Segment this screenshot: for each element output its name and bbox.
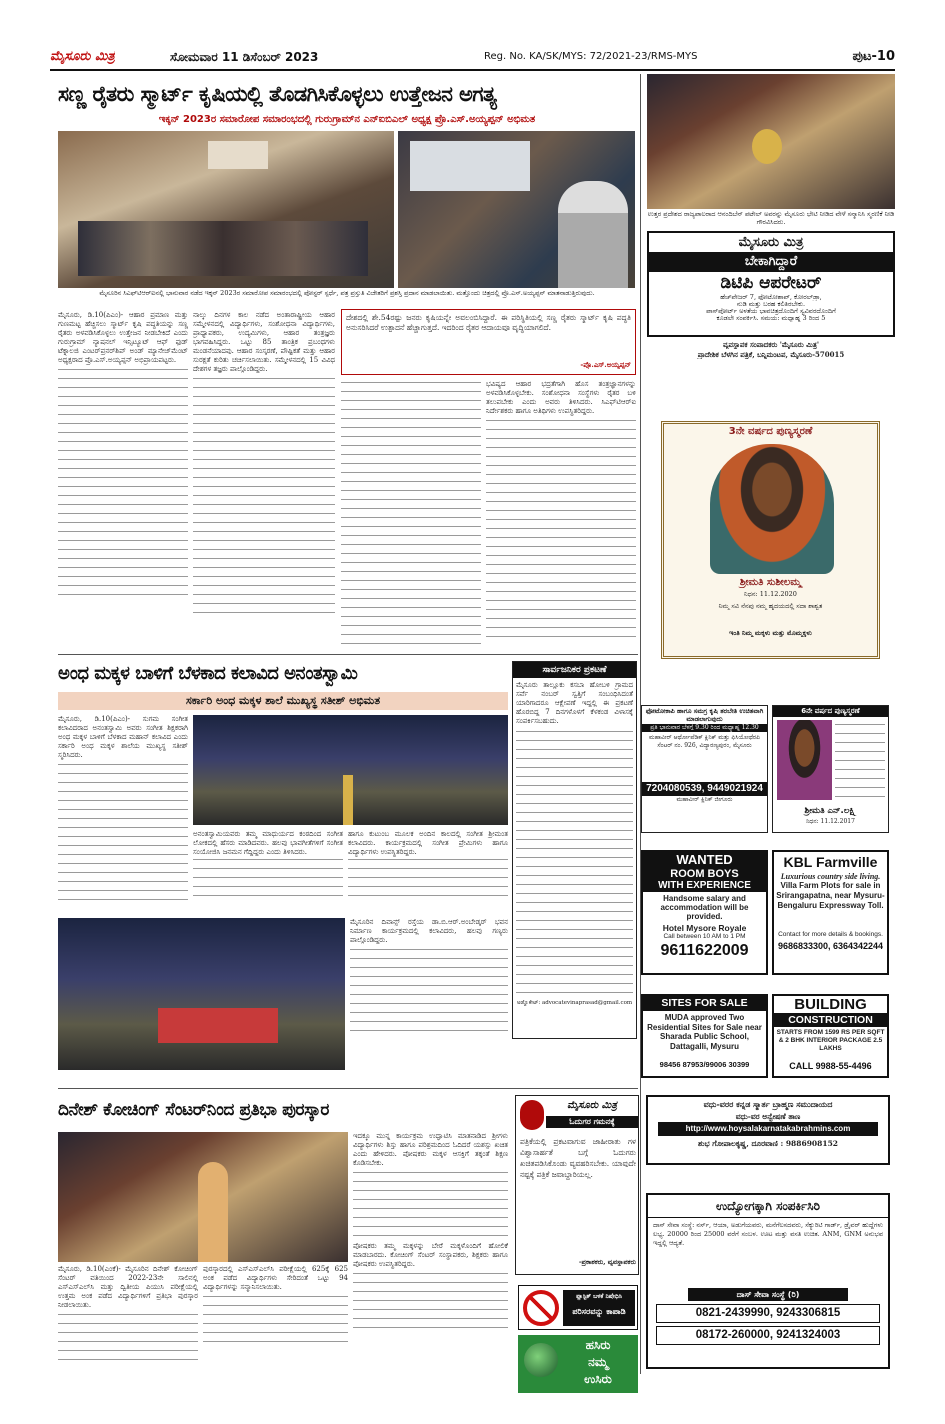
felicitation-memento [752, 129, 782, 164]
seer-figure [198, 1162, 228, 1262]
reader-title: ಓದುಗರ ಗಮನಕ್ಕೆ [546, 1116, 638, 1128]
story2-column-4-continued [350, 947, 508, 1037]
ad-wanted-room-boys [641, 850, 768, 975]
story3-column-3 [353, 1132, 508, 1373]
globe-icon [524, 1343, 558, 1377]
story2-column-1 [58, 715, 188, 915]
story3-column-2 [203, 1265, 348, 1373]
speaker-figure [558, 181, 628, 288]
story3-column-3-continued [353, 1271, 508, 1331]
ad-wanted-phone: 9611622009 [660, 942, 749, 959]
section-divider-2 [58, 1088, 638, 1089]
story1-photo-speaker [398, 131, 635, 288]
masthead-logo: ಮೈಸೂರು ಮಿತ್ರ [50, 49, 115, 64]
reader-sign: -ಪ್ರಕಾಶಕರು, ವ್ಯವಸ್ಥಾಪಕರು [578, 1258, 636, 1266]
right-photo-governor-felicitation [647, 74, 895, 209]
story3-body2: ಪುರಸ್ಕಾರದಲ್ಲಿ ಎಸ್‌ಎಸ್‌ಎಲ್‌ಸಿ ಪರೀಕ್ಷೆಯಲ್ಲಿ 625ಕ್ಕೆ 625 ಅಂಕ ಪಡೆದ ವಿದ್ಯಾರ್ಥಿಗಳು ಸೇರಿದಂತೆ ಒಟ್ಟು 94 ವಿದ್ಯಾರ್ಥಿಗಳನ್ನು ಸನ್ಮಾನಿಸಲಾಯಿತು. [203, 1265, 348, 1291]
obituary2-portrait [777, 720, 832, 800]
story3-body1: ಮೈಸೂರು, ಡಿ.10(ಎಂಕೆ)- ಮೈಸೂರಿನ ದಿನೇಶ್ ಕೋಚಿಂಗ್ ಸೆಂಟರ್ ವತಿಯಿಂದ 2022-23ನೇ ಸಾಲಿನಲ್ಲಿ ಎಸ್‌ಎಸ್‌ಎಲ್‌ಸಿ ಮತ್ತು ದ್ವಿತೀಯ ಪಿಯುಸಿ ಪರೀಕ್ಷೆಯಲ್ಲಿ ಉತ್ತಮ ಅಂಕ ಪಡೆದ ವಿದ್ಯಾರ್ಥಿಗಳಿಗೆ ಪ್ರತಿಭಾ ಪುರಸ್ಕಾರ ನೀಡಲಾಯಿತು. [58, 1265, 198, 1309]
ad-sites-phone: 98456 87953/99006 30399 [659, 1060, 750, 1069]
ad-jobs-title: ಉದ್ಯೋಗಕ್ಕಾಗಿ ಸಂಪರ್ಕಿಸಿರಿ [648, 1195, 888, 1218]
story1-photo-caption: ಮೈಸೂರಿನ ಸಿಎಫ್‌ಟಿಆರ್‌ಐನಲ್ಲಿ ಭಾನುವಾರ ನಡೆದ ಇಕ್ಕನ್ 2023ರ ಸಮಾರೋಪ ಸಮಾರಂಭದಲ್ಲಿ ಪೋಸ್ಟರ್ ಸ್ಪರ್ಧೆ, ಪತ್ರ ಪ್ರಸ್ತುತಿ ವಿಜೇತರಿಗೆ ಪ್ರಶಸ್ತಿ ಪ್ರದಾನ ಮಾಡಲಾಯಿತು. ಮತ್ತೊಂದು ಚಿತ್ರದಲ್ಲಿ ಪ್ರೊ.ಎಸ್.ಅಯ್ಯಪ್ಪನ್ ಮಾತನಾಡುತ್ತಿರುವುದು. [99, 289, 595, 297]
ad-wanted-line4: Hotel Mysore Royale [662, 923, 747, 933]
plastic-text-box [563, 1290, 635, 1326]
story3-headline: ದಿನೇಶ್ ಕೋಚಿಂಗ್ ಸೆಂಟರ್‌ನಿಂದ ಪ್ರತಿಭಾ ಪುರಸ್ಕಾರ [58, 1100, 329, 1120]
notice-body: ಮೈಸೂರು ತಾಲ್ಲೂಕು ಕಸಬಾ ಹೋಬಳಿ ಗ್ರಾಮದ ಸರ್ವೆ ನಂಬರ್ ಸ್ವತ್ತಿಗೆ ಸಂಬಂಧಿಸಿದಂತೆ ಯಾರಿಗಾದರೂ ಆಕ್ಷೇಪಣೆ ಇದ್ದಲ್ಲಿ ಈ ಪ್ರಕಟಣೆ ಹೊರಬಿದ್ದ 7 ದಿನಗಳೊಳಗೆ ಕೆಳಕಂಡ ವಿಳಾಸಕ್ಕೆ ಸಂಪರ್ಕಿಸಬಹುದು. [516, 681, 633, 725]
ad-operator-line5: ವ್ಯವಸ್ಥಾಪಕ ಸಂಪಾದಕರು 'ಮೈಸೂರು ಮಿತ್ರ' [723, 340, 819, 349]
ad-matrimony-url[interactable]: http://www.hoysalakarnatakabrahmins.com [658, 1122, 878, 1136]
masthead-date: ಸೋಮವಾರ 11 ಡಿಸೆಂಬರ್ 2023 [170, 50, 319, 64]
green-line1: ಹಸಿರು [585, 1338, 611, 1352]
story3-column-2-continued [203, 1294, 348, 1344]
notice-body-continued [516, 729, 633, 999]
ad-operator-line3: ಪಾಸ್‌ಪೋರ್ಟ್ ಅಳತೆಯ ಭಾವಚಿತ್ರದೊಂದಿಗೆ ಸ್ವವಿವರದೊಂದಿಗೆ [706, 308, 836, 315]
obituary1-date: ನಿಧನ: 11.12.2020 [744, 590, 797, 598]
notice-title: ಸಾರ್ವಜನಿಕರ ಪ್ರಕಟಣೆ [513, 662, 636, 678]
ad-jobs-body: ದಾಸ್ ಸೇವಾ ಸಂಸ್ಥೆ: ನರ್ಸ್, ಆಯಾ, ಅಡುಗೆಯವರು, ಮನೆಗೆಲಸದವರು, ಸೆಕ್ಯುರಿಟಿ ಗಾರ್ಡ್, ಡ್ರೈವರ್ ಹುದ್ದೆಗಳು ಲಭ್ಯ. 20000 ರಿಂದ 25000 ವರೆಗೆ ಸಂಬಳ. ಊಟ ಮತ್ತು ವಸತಿ ಉಚಿತ. ANM, GNM ಅನುಭವ ಇದ್ದಲ್ಲಿ ಆದ್ಯತೆ. [653, 1221, 883, 1247]
ad-wanted-line2: WITH EXPERIENCE [643, 880, 766, 892]
reader-emblem [520, 1100, 544, 1130]
column-divider-right [640, 74, 641, 1374]
masthead-reg-no: Reg. No. KA/SK/MYS: 72/2021-23/RMS-MYS [484, 51, 698, 62]
story1-column-2 [193, 311, 335, 649]
story2-headline: ಅಂಧ ಮಕ್ಕಳ ಬಾಳಿಗೆ ಬೆಳಕಾದ ಕಲಾವಿದ ಅನಂತಸ್ವಾಮಿ [58, 663, 358, 684]
story2-column-3-continued [348, 857, 508, 897]
ad-building-title: BUILDING [794, 996, 867, 1013]
ad-clinic [641, 705, 768, 833]
ad-matrimony-contact: ಶುಭ ಗೋಪಾಲಕೃಷ್ಣ, ದೂರವಾಣಿ : 9886908152 [697, 1139, 839, 1148]
plastic-line2: ಪರಿಸರವನ್ನು ಕಾಪಾಡಿ [572, 1307, 626, 1316]
obituary1-message: ನಿಮ್ಮ ಸವಿ ನೆನಪು ನಮ್ಮ ಹೃದಯದಲ್ಲಿ ಸದಾ ಶಾಶ್ವತ [718, 602, 823, 610]
obituary2-title: 6ನೇ ವರ್ಷದ ಪುಣ್ಯಸ್ಮರಣೆ [773, 706, 888, 717]
story2-body4: ಮೈಸೂರಿನ ದಿವಾನ್ಸ್ ರಸ್ತೆಯ ಡಾ.ಬಿ.ಆರ್.ಅಂಬೇಡ್ಕರ್ ಭವನ ನಿರ್ಮಾಣ ಕಾರ್ಯಕ್ರಮದಲ್ಲಿ ಕಲಾವಿದರು, ಹಲವು ಗಣ್ಯರು ಪಾಲ್ಗೊಂಡಿದ್ದರು. [350, 918, 508, 944]
ad-kbl-phone: 9686833300, 6364342244 [777, 941, 884, 951]
story1-body-col3: ಭವಿಷ್ಯದ ಆಹಾರ ಭದ್ರತೆಗಾಗಿ ಹೊಸ ತಂತ್ರಜ್ಞಾನಗಳನ್ನು ಅಳವಡಿಸಿಕೊಳ್ಳಬೇಕು. ಸಂಶೋಧನಾ ಸಂಸ್ಥೆಗಳು ರೈತರ ಬಳಿ ತಲುಪಬೇಕು ಎಂದು ಅವರು ತಿಳಿಸಿದರು. ಸಿಎಫ್‌ಟಿಆರ್‌ಐ ನಿರ್ದೇಶಕರು ಹಾಗೂ ಅತಿಥಿಗಳು ಉಪಸ್ಥಿತರಿದ್ದರು. [486, 380, 636, 415]
story3-photo-award [58, 1132, 348, 1262]
masthead-page-number: ಪುಟ-10 [852, 49, 895, 64]
story3-column-1 [58, 1265, 198, 1373]
obituary-sushilamma [661, 421, 880, 659]
story1-photo-award-ceremony [58, 131, 394, 288]
ad-jobs-phone2: 08172-260000, 9241324003 [656, 1326, 880, 1345]
obituary-lakshmi [772, 705, 889, 833]
story2-photo-group [58, 918, 345, 1070]
ad-building-title2: CONSTRUCTION [774, 1013, 887, 1027]
section-divider-1 [58, 654, 638, 655]
story2-column-4 [350, 918, 508, 1070]
story2-body: ಮೈಸೂರು, ಡಿ.10(ಪಿಎಂ)- ಸುಗಮ ಸಂಗೀತ ಕಲಾವಿದರಾದ ಅನಂತಸ್ವಾಮಿ ಅವರು ಸಂಗೀತ ಶಿಕ್ಷಕರಾಗಿ ಅಂಧ ಮಕ್ಕಳ ಬಾಳಿಗೆ ಬೆಳಕಾದ ಮಹಾನ್ ಕಲಾವಿದ ಎಂದು ಸರ್ಕಾರಿ ಅಂಧ ಮಕ್ಕಳ ಶಾಲೆಯ ಮುಖ್ಯಸ್ಥ ಸತೀಶ್ ಸ್ಮರಿಸಿದರು. [58, 715, 188, 759]
story2-column-1-continued [58, 762, 188, 902]
story1-body-col2: ನಾಲ್ಕು ದಿನಗಳ ಕಾಲ ನಡೆದ ಅಂತಾರಾಷ್ಟ್ರೀಯ ಆಹಾರ ಸಮ್ಮೇಳನದಲ್ಲಿ ವಿದ್ಯಾರ್ಥಿಗಳು, ಸಂಶೋಧನಾ ವಿದ್ಯಾರ್ಥಿಗಳು, ಪ್ರಾಧ್ಯಾಪಕರು, ಉದ್ಯಮಿಗಳು, ಆಹಾರ ತಂತ್ರಜ್ಞರು ಭಾಗವಹಿಸಿದ್ದರು. ಒಟ್ಟು 85 ತಾಂತ್ರಿಕ ಪ್ರಬಂಧಗಳು ಮಂಡನೆಯಾದವು. ಆಹಾರ ಸಂಸ್ಕರಣೆ, ಪೌಷ್ಟಿಕತೆ ಮತ್ತು ಆಹಾರ ಸುರಕ್ಷತೆ ಕುರಿತು ಚರ್ಚಿಸಲಾಯಿತು. ಸಮ್ಮೇಳನದಲ್ಲಿ 15 ವಿವಿಧ ದೇಶಗಳ ತಜ್ಞರು ಪಾಲ್ಗೊಂಡಿದ್ದರು. [193, 311, 335, 373]
ad-wanted-line3: Handsome salary and accommodation will be provided. [660, 894, 749, 921]
ad-jobs-org: ದಾಸ್ ಸೇವಾ ಸಂಸ್ಥೆ (ರಿ) [688, 1288, 848, 1301]
story1-quote-author: -ಪ್ರೊ.ಎಸ್.ಅಯ್ಯಪ್ಪನ್ [580, 360, 631, 369]
story1-headline: ಸಣ್ಣ ರೈತರು ಸ್ಮಾರ್ಟ್ ಕೃಷಿಯಲ್ಲಿ ತೊಡಗಿಸಿಕೊಳ್ಳಲು ಉತ್ತೇಜನ ಅಗತ್ಯ [58, 82, 497, 106]
ad-jobs-phone1: 0821-2439990, 9243306815 [656, 1304, 880, 1323]
ad-building-phone: CALL 9988-55-4496 [789, 1061, 872, 1071]
ad-wanted-line1: ROOM BOYS [643, 868, 766, 880]
ad-operator-line2: ನುಡಿ ಮತ್ತು ಬರಹ ಕಲಿತಿರಬೇಕು. [736, 301, 806, 308]
story1-column-1 [58, 311, 188, 649]
ad-clinic-time: ಪ್ರತಿ ಭಾನುವಾರ ಬೆಳಗ್ಗೆ 9.30 ರಿಂದ ಮಧ್ಯಾಹ್ನ 12.30 [642, 724, 767, 732]
ad-clinic-title: ಫೋಟೋಕಾಪಿ ಹಾಗೂ ಸಮಗ್ರ ಕೃಷಿ ತರಬೇತಿ ಉಚಿತವಾಗಿ ಮಾಡಲಾಗುವುದು [645, 707, 764, 723]
ad-sites-for-sale [641, 994, 768, 1078]
ad-kbl-farmville [772, 850, 889, 975]
green-line3: ಉಸಿರು [584, 1372, 612, 1386]
story1-column-4-continued [486, 418, 636, 638]
ad-wanted-title: WANTED [643, 852, 766, 868]
ad-building-construction [772, 994, 889, 1078]
plastic-line1: ಪ್ಲಾಸ್ಟಿಕ್ ಬಳಕೆ ನಿಷೇಧಿಸಿ [576, 1293, 622, 1300]
lamp-stand [343, 775, 353, 825]
seated-guests-row [78, 221, 368, 276]
story1-column-1-continued [58, 367, 188, 597]
obituary2-date: ನಿಧನ: 11.12.2017 [806, 818, 855, 825]
obituary1-family: ಇಂತಿ ನಿಮ್ಮ ಮಕ್ಕಳು ಮತ್ತು ಮೊಮ್ಮಕ್ಕಳು [729, 629, 812, 637]
ad-matrimony [646, 1095, 890, 1165]
reader-body: ಪತ್ರಿಕೆಯಲ್ಲಿ ಪ್ರಕಟವಾಗುವ ಜಾಹೀರಾತು ಗಳ ವಿಶ್ವಾಸಾರ್ಹತೆ ಬಗ್ಗೆ ಓದುಗರು ಖಚಿತಪಡಿಸಿಕೊಂಡು ವ್ಯವಹರಿಸಬೇಕು. ಯಾವುದೇ ನಷ್ಟಕ್ಕೆ ಪತ್ರಿಕೆ ಜವಾಬ್ದಾರಿಯಲ್ಲ. [520, 1137, 636, 1179]
obituary2-name: ಶ್ರೀಮತಿ ಎನ್.ಲಕ್ಷ್ಮಿ [804, 806, 857, 816]
reader-notice [515, 1095, 639, 1275]
ad-kbl-line1: Luxurious country side living. [780, 872, 881, 881]
story1-dateline: ಮೈಸೂರು, ಡಿ.10(ಪಿಎಂ)- ಆಹಾರ ಪ್ರಮಾಣ ಮತ್ತು ಗುಣಮಟ್ಟ ಹೆಚ್ಚಿಸಲು ಸ್ಮಾರ್ಟ್ ಕೃಷಿ ಪದ್ಧತಿಯನ್ನು ಸಣ್ಣ ರೈತರು ಅಳವಡಿಸಿಕೊಳ್ಳಲು ಉತ್ತೇಜನ ನೀಡಬೇಕಿದೆ ಎಂದು ಗುರುಗ್ರಾಮ್ ನ್ಯಾಷನಲ್ ಇನ್ಸಿಟ್ಯೂಟ್ ಆಫ್ ಫುಡ್ ಟೆಕ್ನಾಲಜಿ ಎಂಟರ್‌ಪ್ರನರ್‌ಶಿಪ್ ಅಂಡ್ ಮ್ಯಾನೇಜ್‌ಮೆಂಟ್ ಅಧ್ಯಕ್ಷರಾದ ಪ್ರೊ.ಎಸ್.ಅಯ್ಯಪ್ಪನ್ ಅಭಿಪ್ರಾಯಪಟ್ಟರು. [58, 311, 188, 364]
ad-dtp-operator [647, 231, 895, 337]
ad-no-plastic [518, 1285, 638, 1330]
ad-green-life [518, 1335, 638, 1393]
stage-banner-2 [158, 1008, 278, 1043]
presentation-screen [410, 141, 530, 191]
ad-operator-wanted: ಬೇಕಾಗಿದ್ದಾರೆ [649, 252, 893, 272]
no-plastic-icon [523, 1290, 559, 1326]
story3-column-1-continued [58, 1312, 198, 1362]
story3-column-3-middle [353, 1170, 508, 1240]
ad-matrimony-line1: ವಧು-ವರರ ಕನ್ನಡ ಸ್ಮಾರ್ತ ಬ್ರಾಹ್ಮಣ ಸಮುದಾಯದ [703, 1099, 833, 1109]
ad-clinic-phone: 7204080539, 9449021924 [642, 782, 767, 796]
right-photo-caption: ಉತ್ತರ ಪ್ರದೇಶದ ರಾಜ್ಯಪಾಲರಾದ ಆನಂದಿಬೆನ್ ಪಟೇಲ್ ಅವರನ್ನು ಮೈಸೂರು ಭೇಟಿ ನೀಡಿದ ವೇಳೆ ಸನ್ಮಾನಿಸಿ ಸ್ಮರಣಿಕೆ ನೀಡಿ ಗೌರವಿಸಿದರು. [647, 210, 895, 226]
story3-body3: ಇದಕ್ಕೂ ಮುನ್ನ ಕಾರ್ಯಕ್ರಮ ಉದ್ಘಾಟಿಸಿ ಮಾತನಾಡಿದ ಶ್ರೀಗಳು ವಿದ್ಯಾರ್ಥಿಗಳು ಶಿಸ್ತು ಹಾಗೂ ಪರಿಶ್ರಮದಿಂದ ಓದಿದರೆ ಯಶಸ್ಸು ಖಚಿತ ಎಂದು ಹೇಳಿದರು. ಪೋಷಕರು ಮಕ್ಕಳ ಆಸಕ್ತಿಗೆ ತಕ್ಕಂತೆ ಶಿಕ್ಷಣ ಕೊಡಿಸಬೇಕು. [353, 1132, 508, 1167]
story2-column-3 [348, 830, 508, 916]
ad-operator-brand: ಮೈಸೂರು ಮಿತ್ರ [738, 235, 804, 250]
obituary1-name: ಶ್ರೀಮತಿ ಸುಶೀಲಮ್ಮ [739, 577, 802, 588]
ad-operator-role: ಡಿಟಿಪಿ ಆಪರೇಟರ್ [720, 273, 822, 293]
ad-operator-line6: ಪ್ರಾದೇಶಿಕ ಬೆಳಗಿನ ಪತ್ರಿಕೆ, ಬನ್ನಿಮಂಟಪ, ಮೈಸೂರು-570015 [697, 350, 845, 359]
obituary1-title: 3ನೇ ವರ್ಷದ ಪುಣ್ಯಸ್ಮರಣೆ [728, 426, 813, 437]
ad-operator-line1: ಹೆಚ್‌ಪೇಜರ್ 7, ಫೋಟೋಶಾಪ್, ಕೋರಲ್‌ಡ್ರಾ, [720, 294, 822, 301]
story1-column-4 [486, 380, 636, 648]
story1-subhead: ಇಕ್ಕನ್ 2023ರ ಸಮಾರೋಪ ಸಮಾರಂಭದಲ್ಲಿ ಗುರುಗ್ರಾಮ್‌ನ ಎನ್‌ಐಬಿಎಲ್ ಅಧ್ಯಕ್ಷ ಪ್ರೊ.ಎಸ್.ಅಯ್ಯಪ್ಪನ್ ಅಭಿಮತ [158, 114, 536, 125]
reader-brand: ಮೈಸೂರು ಮಿತ್ರ [567, 1100, 617, 1111]
story2-column-2-continued [193, 857, 343, 897]
ad-clinic-footer: ಮಹಾವೀರ್ ಕ್ಲಿನಿಕ್ ಜೀಗೂರು [676, 796, 733, 803]
masthead [50, 47, 895, 71]
stage-banner [208, 141, 268, 169]
story1-column-2-continued [193, 376, 335, 616]
ad-jobs [646, 1193, 890, 1369]
story1-column-3 [341, 380, 481, 648]
notice-advocate: ಅಡ್ವೊಕೇಟ್: advocatevinaprasad@gmail.com [516, 1000, 633, 1006]
obituary2-text [835, 722, 885, 798]
story2-column-2 [193, 830, 343, 916]
ad-kbl-line2: Villa Farm Plots for sale in Srirangapatna, near Mysuru-Bengaluru Expressway Toll. [776, 881, 885, 910]
ad-kbl-line3: Contact for more details & bookings. [778, 931, 883, 938]
ad-sites-line1: MUDA approved Two Residential Sites for Sale near Sharada Public School, Dattagalli, Mysuru [647, 1013, 762, 1051]
green-line2: ನಮ್ಮ [588, 1355, 608, 1369]
ad-operator-line4: ಕೂಡಲೇ ಸಂಪರ್ಕಿಸಿ. ಸಮಯ: ಮಧ್ಯಾಹ್ನ 3 ರಿಂದ 5 [716, 315, 826, 322]
story2-photo-lamp-lighting [193, 715, 508, 825]
story3-body4: ಪೋಷಕರು ತಮ್ಮ ಮಕ್ಕಳನ್ನು ಬೇರೆ ಮಕ್ಕಳೊಂದಿಗೆ ಹೋಲಿಕೆ ಮಾಡಬಾರದು. ಕೋಚಿಂಗ್ ಸೆಂಟರ್ ಸಂಸ್ಥಾಪಕರು, ಶಿಕ್ಷಕರು ಹಾಗೂ ಪೋಷಕರು ಉಪಸ್ಥಿತರಿದ್ದರು. [353, 1242, 508, 1268]
ad-matrimony-line2: ವಧು-ವರ ಅನ್ವೇಷಣೆ ತಾಣ [735, 1112, 801, 1121]
public-notice [512, 661, 637, 1039]
story1-quote-box [341, 309, 636, 375]
ad-clinic-body: ಮಹಾವೀರ್ ಆರ್ಥೋಪೆಡಿಕ್ ಕ್ಲಿನಿಕ್ ಮತ್ತು ಫಿಸಿಯೋಥೆರಪಿ ಸೆಂಟರ್ ನಂ. 926, ವಿದ್ಯಾರಣ್ಯಪುರಂ, ಮೈಸೂರು [649, 734, 760, 749]
obituary1-portrait [710, 444, 834, 574]
ad-wanted-line5: Call between 10 AM to 1 PM [663, 933, 746, 940]
ad-building-line1: STARTS FROM 1599 RS PER SQFT & 2 BHK INTERIOR PACKAGE 2.5 LAKHS [776, 1029, 885, 1052]
story2-body3: ಹಾಗೂ ಕುಟುಂಬ ಮೂಲಕ ಅಂದಿನ ಕಾಲದಲ್ಲಿ ಸಂಗೀತ ಶ್ರೀಮಂತ ಕಲಾವಿದರು. ಕಾರ್ಯಕ್ರಮದಲ್ಲಿ ಸಂಗೀತ ಪ್ರೇಮಿಗಳು ಹಾಗೂ ವಿದ್ಯಾರ್ಥಿಗಳು ಉಪಸ್ಥಿತರಿದ್ದರು. [348, 830, 508, 856]
ad-kbl-title: KBL Farmville [783, 854, 878, 870]
story2-body2: ಅನಂತಸ್ವಾಮಿಯವರು ತಮ್ಮ ಮಾಧುರ್ಯದ ಕಂಠದಿಂದ ಸಂಗೀತ ಲೋಕದಲ್ಲಿ ಹೆಸರು ಮಾಡಿದವರು. ಹಲವು ಭಾವಗೀತೆಗಳಿಗೆ ಸಂಗೀತ ಸಂಯೋಜಿಸಿ ಜನಮನ ಗೆದ್ದಿದ್ದರು ಎಂದು ತಿಳಿಸಿದರು. [193, 830, 343, 856]
story1-quote-text: ದೇಶದಲ್ಲಿ ಶೇ.54ರಷ್ಟು ಜನರು ಕೃಷಿಯನ್ನೇ ಅವಲಂಬಿಸಿದ್ದಾರೆ. ಈ ಪರಿಸ್ಥಿತಿಯಲ್ಲಿ ಸಣ್ಣ ರೈತರು ಸ್ಮಾರ್ಟ್ ಕೃಷಿ ಪದ್ಧತಿ ಅನುಸರಿಸಿದರೆ ಉತ್ಪಾದನೆ ಹೆಚ್ಚಾಗುತ್ತದೆ. ಇದರಿಂದ ರೈತರ ಆದಾಯವೂ ವೃದ್ಧಿಯಾಗಲಿದೆ. [346, 313, 631, 332]
story2-subhead: ಸರ್ಕಾರಿ ಅಂಧ ಮಕ್ಕಳ ಶಾಲೆ ಮುಖ್ಯಸ್ಥ ಸತೀಶ್ ಅಭಿಮತ [58, 692, 508, 710]
ad-sites-title: SITES FOR SALE [643, 996, 766, 1011]
